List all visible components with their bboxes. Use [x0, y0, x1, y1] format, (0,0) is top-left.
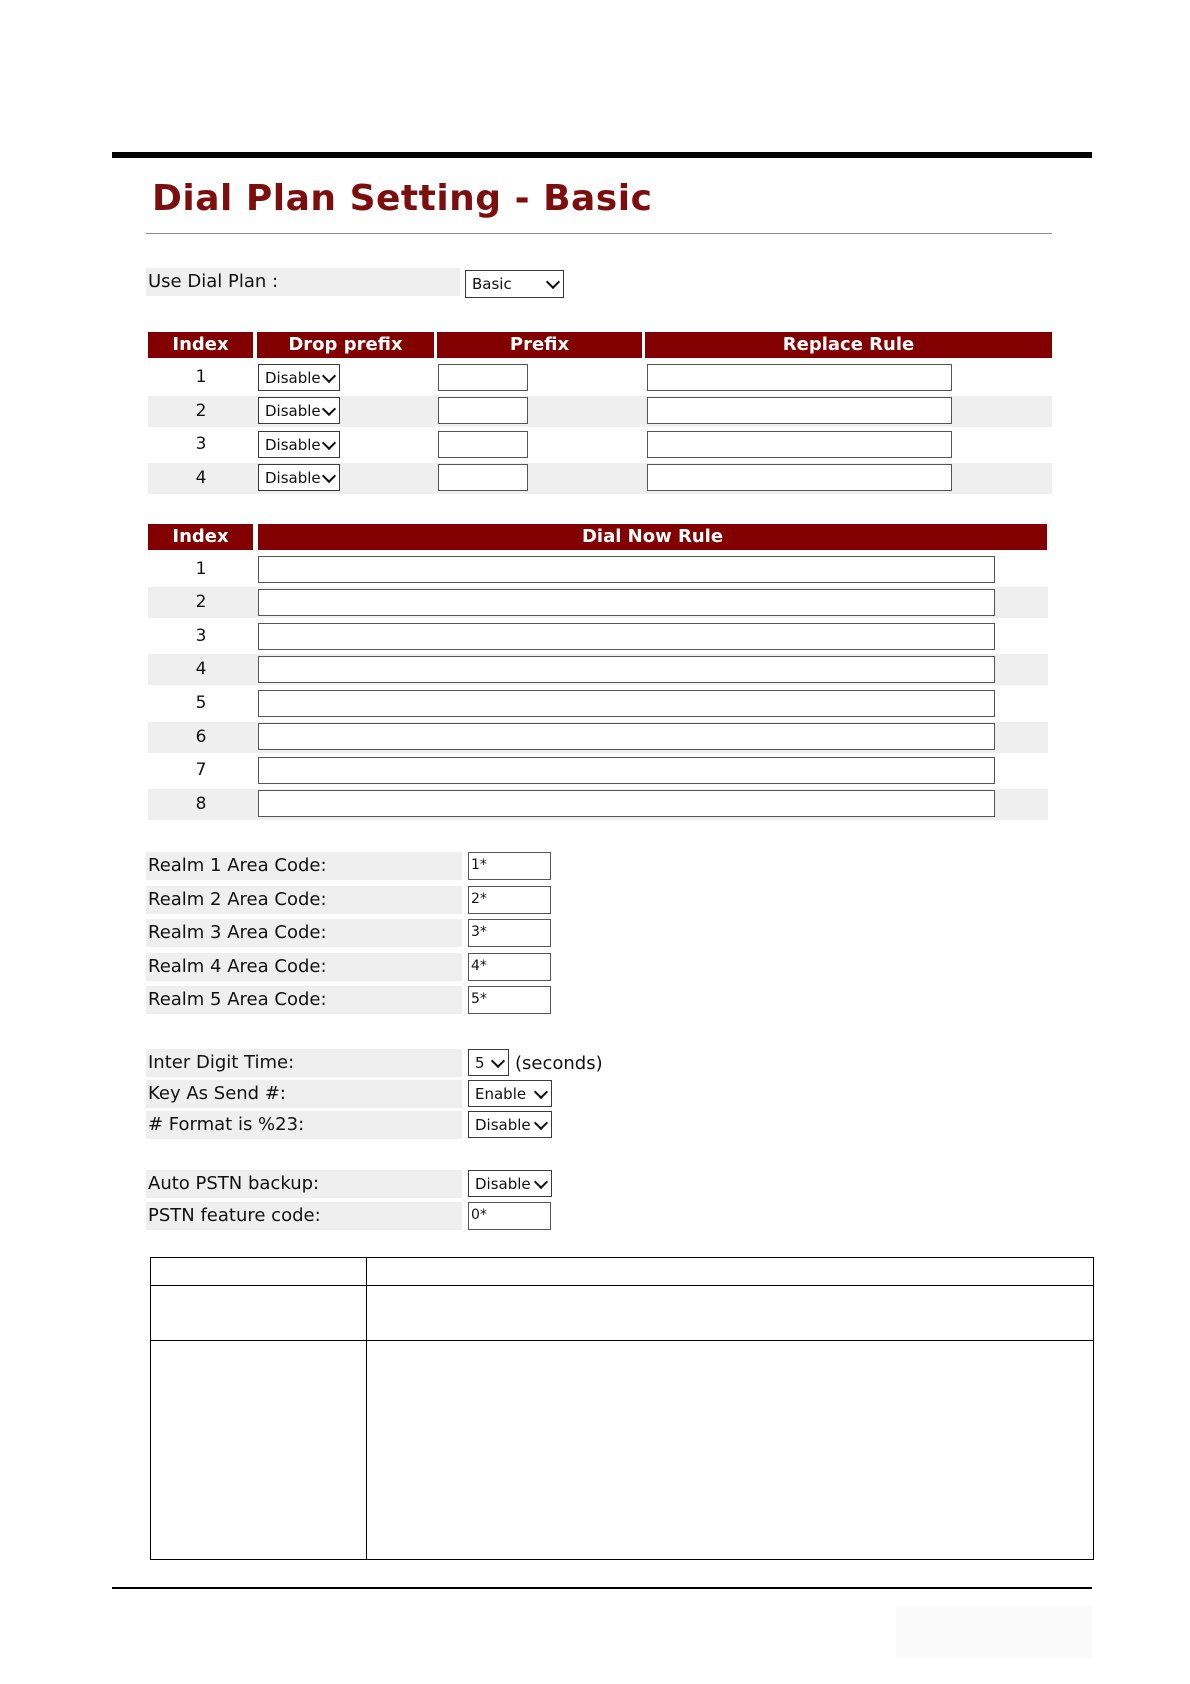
- dial-now-rule-input-2[interactable]: [258, 589, 995, 616]
- chevron-down-icon: [534, 1115, 548, 1129]
- use-dial-plan-label: Use Dial Plan :: [146, 268, 460, 296]
- chevron-down-icon: [322, 401, 336, 415]
- prefix-input-1[interactable]: [438, 364, 528, 391]
- row-index: 5: [195, 693, 207, 713]
- prefix-input-4[interactable]: [438, 464, 528, 491]
- inter-digit-label: Inter Digit Time:: [146, 1049, 462, 1077]
- dial-now-rule-input-4[interactable]: [258, 656, 995, 683]
- top-rule: [112, 152, 1092, 158]
- dial-now-rule-input-7[interactable]: [258, 757, 995, 784]
- table-divider: [366, 1258, 367, 1559]
- key-as-send-label: Key As Send #:: [146, 1080, 462, 1108]
- chevron-down-icon: [546, 275, 560, 289]
- pstn-feature-code-label: PSTN feature code:: [146, 1202, 462, 1230]
- replace-rule-input-4[interactable]: [647, 464, 952, 491]
- rules-header-prefix: Prefix: [437, 332, 642, 358]
- realm-3-label: Realm 3 Area Code:: [146, 919, 462, 947]
- dial-now-rule-input-6[interactable]: [258, 723, 995, 750]
- rules-header-index: Index: [148, 332, 253, 358]
- row-index: 1: [195, 367, 207, 387]
- use-dial-plan-value: Basic: [472, 275, 512, 293]
- drop-prefix-select-4[interactable]: [258, 464, 340, 491]
- format-23-label: # Format is %23:: [146, 1111, 462, 1139]
- row-index: 1: [195, 559, 207, 579]
- chevron-down-icon: [322, 435, 336, 449]
- pstn-backup-value: Disable: [475, 1174, 531, 1193]
- row-index: 8: [195, 794, 207, 814]
- row-index: 4: [195, 468, 207, 488]
- row-index: 3: [195, 434, 207, 454]
- table-divider: [151, 1285, 1093, 1286]
- format-23-value: Disable: [475, 1115, 531, 1134]
- realm-4-label: Realm 4 Area Code:: [146, 953, 462, 981]
- chevron-down-icon: [322, 468, 336, 482]
- inter-digit-select[interactable]: [468, 1049, 509, 1076]
- dial-now-rule-input-1[interactable]: [258, 556, 995, 583]
- key-as-send-value: Enable: [475, 1084, 527, 1103]
- drop-prefix-select-1[interactable]: [258, 364, 340, 391]
- realm-2-input[interactable]: 2*: [468, 886, 551, 914]
- dialnow-header-index: Index: [148, 524, 253, 550]
- table-divider: [151, 1340, 1093, 1341]
- description-table: [150, 1257, 1094, 1560]
- row-index: 4: [195, 659, 207, 679]
- row-index: 6: [195, 727, 207, 747]
- page-title: Dial Plan Setting - Basic: [152, 178, 653, 219]
- chevron-down-icon: [491, 1053, 505, 1067]
- chevron-down-icon: [322, 368, 336, 382]
- drop-prefix-select-3[interactable]: [258, 431, 340, 458]
- dial-now-rule-input-3[interactable]: [258, 623, 995, 650]
- inter-digit-unit: (seconds): [515, 1053, 603, 1074]
- drop-prefix-value: Disable: [265, 468, 321, 487]
- row-index: 2: [195, 401, 207, 421]
- drop-prefix-select-2[interactable]: [258, 397, 340, 424]
- realm-1-input[interactable]: 1*: [468, 852, 551, 880]
- replace-rule-input-3[interactable]: [647, 431, 952, 458]
- realm-1-label: Realm 1 Area Code:: [146, 852, 462, 880]
- drop-prefix-value: Disable: [265, 435, 321, 454]
- drop-prefix-value: Disable: [265, 401, 321, 420]
- pstn-backup-select[interactable]: [468, 1170, 552, 1197]
- dial-now-rule-input-5[interactable]: [258, 690, 995, 717]
- prefix-input-3[interactable]: [438, 431, 528, 458]
- realm-5-input[interactable]: 5*: [468, 986, 551, 1014]
- replace-rule-input-2[interactable]: [647, 397, 952, 424]
- realm-5-label: Realm 5 Area Code:: [146, 986, 462, 1014]
- replace-rule-input-1[interactable]: [647, 364, 952, 391]
- realm-2-label: Realm 2 Area Code:: [146, 886, 462, 914]
- realm-4-input[interactable]: 4*: [468, 953, 551, 981]
- pstn-feature-code-input[interactable]: 0*: [468, 1202, 551, 1230]
- realm-3-input[interactable]: 3*: [468, 919, 551, 947]
- use-dial-plan-select[interactable]: [465, 270, 564, 298]
- rules-header-replace-rule: Replace Rule: [645, 332, 1052, 358]
- dialnow-header-rule: Dial Now Rule: [258, 524, 1047, 550]
- prefix-input-2[interactable]: [438, 397, 528, 424]
- drop-prefix-value: Disable: [265, 368, 321, 387]
- row-index: 2: [195, 592, 207, 612]
- title-divider: [146, 233, 1052, 234]
- key-as-send-select[interactable]: [468, 1080, 552, 1107]
- row-index: 7: [195, 760, 207, 780]
- footer-area: [896, 1606, 1092, 1658]
- pstn-backup-label: Auto PSTN backup:: [146, 1170, 462, 1198]
- chevron-down-icon: [534, 1174, 548, 1188]
- inter-digit-value: 5: [475, 1053, 485, 1072]
- dial-now-rule-input-8[interactable]: [258, 790, 995, 817]
- chevron-down-icon: [534, 1084, 548, 1098]
- rules-header-drop-prefix: Drop prefix: [257, 332, 434, 358]
- bottom-rule: [112, 1587, 1092, 1589]
- format-23-select[interactable]: [468, 1111, 552, 1138]
- row-index: 3: [195, 626, 207, 646]
